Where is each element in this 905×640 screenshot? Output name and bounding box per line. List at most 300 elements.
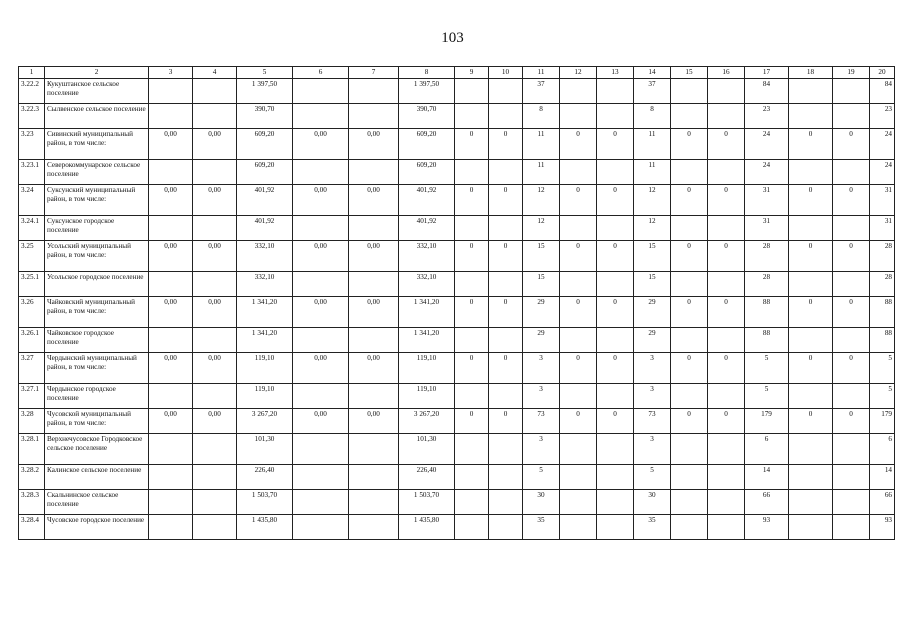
row-code-cell: 3.28.4 xyxy=(19,515,45,540)
value-cell: 1 397,50 xyxy=(399,79,455,104)
value-cell xyxy=(560,515,597,540)
value-cell: 0 xyxy=(708,353,745,384)
value-cell xyxy=(149,490,193,515)
value-cell xyxy=(293,384,349,409)
row-code-cell: 3.24 xyxy=(19,185,45,216)
value-cell xyxy=(671,160,708,185)
value-cell: 37 xyxy=(523,79,560,104)
value-cell xyxy=(489,515,523,540)
value-cell: 0,00 xyxy=(349,353,399,384)
value-cell xyxy=(293,104,349,129)
value-cell xyxy=(489,160,523,185)
row-name-cell: Суксунский муниципальный район, в том числе: xyxy=(45,185,149,216)
column-header: 15 xyxy=(671,67,708,79)
value-cell: 609,20 xyxy=(237,129,293,160)
value-cell: 0 xyxy=(671,241,708,272)
column-header: 4 xyxy=(193,67,237,79)
value-cell xyxy=(149,384,193,409)
value-cell: 332,10 xyxy=(237,241,293,272)
value-cell: 401,92 xyxy=(237,216,293,241)
value-cell xyxy=(293,328,349,353)
value-cell xyxy=(833,434,870,465)
value-cell xyxy=(708,79,745,104)
row-name-cell: Усольское городское поселение xyxy=(45,272,149,297)
column-header: 7 xyxy=(349,67,399,79)
value-cell: 29 xyxy=(634,297,671,328)
value-cell: 12 xyxy=(634,185,671,216)
value-cell: 24 xyxy=(745,129,789,160)
value-cell: 0 xyxy=(455,353,489,384)
value-cell: 3 xyxy=(523,384,560,409)
value-cell: 6 xyxy=(745,434,789,465)
value-cell: 15 xyxy=(634,241,671,272)
value-cell xyxy=(708,160,745,185)
value-cell: 0 xyxy=(489,353,523,384)
value-cell: 84 xyxy=(745,79,789,104)
value-cell: 0,00 xyxy=(149,353,193,384)
value-cell: 8 xyxy=(634,104,671,129)
value-cell: 30 xyxy=(523,490,560,515)
value-cell: 0,00 xyxy=(193,241,237,272)
value-cell: 0 xyxy=(671,297,708,328)
value-cell xyxy=(671,515,708,540)
value-cell xyxy=(671,104,708,129)
value-cell: 332,10 xyxy=(237,272,293,297)
value-cell: 3 xyxy=(523,353,560,384)
value-cell: 1 435,80 xyxy=(237,515,293,540)
value-cell: 0 xyxy=(560,241,597,272)
value-cell xyxy=(455,328,489,353)
value-cell: 0 xyxy=(789,409,833,434)
value-cell: 609,20 xyxy=(399,129,455,160)
table-row xyxy=(19,160,895,185)
value-cell xyxy=(597,216,634,241)
value-cell: 0,00 xyxy=(149,241,193,272)
value-cell: 119,10 xyxy=(399,353,455,384)
value-cell xyxy=(149,465,193,490)
value-cell: 37 xyxy=(634,79,671,104)
value-cell: 119,10 xyxy=(237,384,293,409)
value-cell xyxy=(455,434,489,465)
value-cell xyxy=(708,104,745,129)
value-cell: 0 xyxy=(671,409,708,434)
value-cell xyxy=(560,490,597,515)
row-name-cell: Верхнечусовское Городковское сельское поселение xyxy=(45,434,149,465)
table-row xyxy=(19,79,895,104)
value-cell: 35 xyxy=(634,515,671,540)
value-cell xyxy=(833,490,870,515)
column-header: 1 xyxy=(19,67,45,79)
value-cell: 30 xyxy=(634,490,671,515)
value-cell: 66 xyxy=(745,490,789,515)
value-cell xyxy=(708,216,745,241)
value-cell: 390,70 xyxy=(237,104,293,129)
value-cell: 0 xyxy=(833,297,870,328)
value-cell: 119,10 xyxy=(399,384,455,409)
value-cell: 179 xyxy=(745,409,789,434)
value-cell: 401,92 xyxy=(237,185,293,216)
value-cell xyxy=(560,465,597,490)
value-cell xyxy=(193,490,237,515)
row-name-cell: Сивинский муниципальный район, в том числе: xyxy=(45,129,149,160)
value-cell: 0,00 xyxy=(149,185,193,216)
row-name-cell: Чайковское городское поселение xyxy=(45,328,149,353)
value-cell: 0 xyxy=(455,297,489,328)
value-cell: 93 xyxy=(745,515,789,540)
row-code-cell: 3.26.1 xyxy=(19,328,45,353)
value-cell xyxy=(671,434,708,465)
value-cell: 29 xyxy=(523,328,560,353)
row-code-cell: 3.22.2 xyxy=(19,79,45,104)
value-cell xyxy=(833,515,870,540)
value-cell: 12 xyxy=(523,185,560,216)
value-cell xyxy=(149,216,193,241)
row-code-cell: 3.24.1 xyxy=(19,216,45,241)
column-header: 18 xyxy=(789,67,833,79)
value-cell xyxy=(193,434,237,465)
column-header: 2 xyxy=(45,67,149,79)
value-cell xyxy=(789,515,833,540)
value-cell: 0 xyxy=(671,129,708,160)
value-cell: 88 xyxy=(870,328,895,353)
value-cell: 23 xyxy=(745,104,789,129)
value-cell xyxy=(349,328,399,353)
value-cell: 1 503,70 xyxy=(399,490,455,515)
value-cell xyxy=(597,272,634,297)
value-cell: 0 xyxy=(455,241,489,272)
value-cell xyxy=(149,104,193,129)
value-cell xyxy=(789,490,833,515)
value-cell: 24 xyxy=(745,160,789,185)
value-cell: 0,00 xyxy=(193,129,237,160)
value-cell xyxy=(789,272,833,297)
value-cell xyxy=(293,79,349,104)
column-header: 3 xyxy=(149,67,193,79)
value-cell xyxy=(597,79,634,104)
value-cell xyxy=(833,272,870,297)
value-cell xyxy=(833,465,870,490)
table-row xyxy=(19,384,895,409)
value-cell: 66 xyxy=(870,490,895,515)
row-name-cell: Чайковский муниципальный район, в том числе: xyxy=(45,297,149,328)
value-cell: 31 xyxy=(870,185,895,216)
value-cell xyxy=(489,384,523,409)
value-cell: 0 xyxy=(789,241,833,272)
value-cell: 0 xyxy=(560,353,597,384)
column-header: 5 xyxy=(237,67,293,79)
value-cell: 332,10 xyxy=(399,272,455,297)
value-cell: 0 xyxy=(455,185,489,216)
value-cell xyxy=(671,384,708,409)
value-cell: 0,00 xyxy=(149,409,193,434)
table-row xyxy=(19,185,895,216)
row-code-cell: 3.28.2 xyxy=(19,465,45,490)
value-cell xyxy=(597,515,634,540)
value-cell: 0,00 xyxy=(293,409,349,434)
header-row xyxy=(19,67,895,79)
value-cell: 31 xyxy=(745,216,789,241)
row-name-cell: Сылвенское сельское поселение xyxy=(45,104,149,129)
table-row xyxy=(19,241,895,272)
value-cell xyxy=(349,216,399,241)
value-cell: 1 397,50 xyxy=(237,79,293,104)
value-cell xyxy=(489,272,523,297)
column-header: 9 xyxy=(455,67,489,79)
value-cell xyxy=(708,384,745,409)
value-cell: 0,00 xyxy=(149,297,193,328)
value-cell: 35 xyxy=(523,515,560,540)
value-cell xyxy=(789,104,833,129)
value-cell: 0 xyxy=(789,297,833,328)
table-header xyxy=(19,67,895,79)
value-cell: 401,92 xyxy=(399,216,455,241)
value-cell xyxy=(560,216,597,241)
value-cell xyxy=(671,490,708,515)
value-cell xyxy=(597,384,634,409)
value-cell: 15 xyxy=(523,272,560,297)
row-name-cell: Усольский муниципальный район, в том числе: xyxy=(45,241,149,272)
row-name-cell: Суксунское городское поселение xyxy=(45,216,149,241)
row-code-cell: 3.25.1 xyxy=(19,272,45,297)
value-cell: 12 xyxy=(634,216,671,241)
value-cell xyxy=(789,160,833,185)
value-cell: 609,20 xyxy=(237,160,293,185)
value-cell xyxy=(489,216,523,241)
row-code-cell: 3.28.1 xyxy=(19,434,45,465)
value-cell xyxy=(789,384,833,409)
value-cell xyxy=(833,328,870,353)
value-cell xyxy=(455,384,489,409)
value-cell xyxy=(833,216,870,241)
row-code-cell: 3.27 xyxy=(19,353,45,384)
value-cell xyxy=(193,216,237,241)
value-cell xyxy=(560,434,597,465)
value-cell xyxy=(708,465,745,490)
value-cell: 11 xyxy=(634,129,671,160)
value-cell: 14 xyxy=(745,465,789,490)
column-header: 8 xyxy=(399,67,455,79)
value-cell xyxy=(455,79,489,104)
value-cell: 0,00 xyxy=(149,129,193,160)
value-cell: 0 xyxy=(708,297,745,328)
table-row xyxy=(19,409,895,434)
row-name-cell: Скальнинское сельское поселение xyxy=(45,490,149,515)
value-cell: 29 xyxy=(634,328,671,353)
value-cell xyxy=(597,434,634,465)
value-cell: 609,20 xyxy=(399,160,455,185)
value-cell: 28 xyxy=(870,241,895,272)
value-cell xyxy=(293,490,349,515)
value-cell: 0,00 xyxy=(293,185,349,216)
column-header: 12 xyxy=(560,67,597,79)
value-cell: 226,40 xyxy=(237,465,293,490)
value-cell: 11 xyxy=(634,160,671,185)
column-header: 19 xyxy=(833,67,870,79)
table-row xyxy=(19,272,895,297)
page-number: 103 xyxy=(441,30,464,46)
value-cell xyxy=(149,160,193,185)
value-cell: 3 267,20 xyxy=(399,409,455,434)
value-cell: 0 xyxy=(833,241,870,272)
value-cell: 0 xyxy=(455,409,489,434)
value-cell: 0 xyxy=(789,185,833,216)
value-cell: 0 xyxy=(708,241,745,272)
value-cell: 390,70 xyxy=(399,104,455,129)
value-cell: 1 341,20 xyxy=(399,328,455,353)
row-name-cell: Кукуштанское сельское поселение xyxy=(45,79,149,104)
value-cell: 0 xyxy=(833,409,870,434)
value-cell: 1 435,80 xyxy=(399,515,455,540)
value-cell: 0 xyxy=(597,409,634,434)
value-cell xyxy=(193,160,237,185)
value-cell xyxy=(833,79,870,104)
column-header: 6 xyxy=(293,67,349,79)
value-cell: 84 xyxy=(870,79,895,104)
data-table xyxy=(18,66,895,540)
row-name-cell: Чусовской муниципальный район, в том числе: xyxy=(45,409,149,434)
row-code-cell: 3.28 xyxy=(19,409,45,434)
value-cell: 1 341,20 xyxy=(237,328,293,353)
value-cell xyxy=(193,272,237,297)
value-cell xyxy=(455,160,489,185)
value-cell: 0 xyxy=(789,353,833,384)
value-cell xyxy=(349,490,399,515)
value-cell xyxy=(708,328,745,353)
value-cell: 1 503,70 xyxy=(237,490,293,515)
value-cell xyxy=(455,465,489,490)
value-cell xyxy=(489,79,523,104)
row-code-cell: 3.22.3 xyxy=(19,104,45,129)
value-cell: 24 xyxy=(870,129,895,160)
value-cell xyxy=(789,434,833,465)
value-cell: 0 xyxy=(560,129,597,160)
value-cell xyxy=(349,515,399,540)
value-cell xyxy=(560,328,597,353)
value-cell xyxy=(455,515,489,540)
value-cell: 0 xyxy=(597,297,634,328)
value-cell: 0 xyxy=(833,185,870,216)
value-cell xyxy=(833,384,870,409)
column-header: 11 xyxy=(523,67,560,79)
value-cell: 29 xyxy=(523,297,560,328)
value-cell: 0 xyxy=(597,241,634,272)
value-cell: 0,00 xyxy=(193,353,237,384)
value-cell: 0 xyxy=(708,185,745,216)
value-cell: 3 xyxy=(523,434,560,465)
value-cell: 1 341,20 xyxy=(237,297,293,328)
value-cell: 0 xyxy=(560,297,597,328)
value-cell: 0,00 xyxy=(193,185,237,216)
value-cell xyxy=(597,328,634,353)
column-header: 13 xyxy=(597,67,634,79)
value-cell: 88 xyxy=(870,297,895,328)
value-cell: 5 xyxy=(745,384,789,409)
value-cell: 3 xyxy=(634,384,671,409)
value-cell xyxy=(671,328,708,353)
value-cell xyxy=(671,79,708,104)
value-cell xyxy=(149,328,193,353)
value-cell xyxy=(149,79,193,104)
value-cell xyxy=(560,104,597,129)
value-cell: 179 xyxy=(870,409,895,434)
value-cell: 332,10 xyxy=(399,241,455,272)
value-cell xyxy=(708,490,745,515)
table-body xyxy=(19,79,895,540)
table-row xyxy=(19,490,895,515)
row-code-cell: 3.28.3 xyxy=(19,490,45,515)
value-cell xyxy=(708,272,745,297)
value-cell: 23 xyxy=(870,104,895,129)
table-row xyxy=(19,216,895,241)
value-cell: 0 xyxy=(489,185,523,216)
value-cell: 14 xyxy=(870,465,895,490)
value-cell xyxy=(671,272,708,297)
value-cell xyxy=(671,216,708,241)
table-row xyxy=(19,297,895,328)
value-cell xyxy=(789,79,833,104)
value-cell xyxy=(833,160,870,185)
value-cell xyxy=(349,160,399,185)
value-cell xyxy=(708,434,745,465)
table-row xyxy=(19,129,895,160)
value-cell xyxy=(149,515,193,540)
value-cell: 0 xyxy=(489,297,523,328)
value-cell xyxy=(455,104,489,129)
value-cell: 119,10 xyxy=(237,353,293,384)
value-cell xyxy=(293,160,349,185)
value-cell: 15 xyxy=(523,241,560,272)
value-cell: 31 xyxy=(745,185,789,216)
value-cell xyxy=(597,490,634,515)
value-cell: 0 xyxy=(489,241,523,272)
row-code-cell: 3.26 xyxy=(19,297,45,328)
value-cell xyxy=(193,104,237,129)
value-cell xyxy=(560,272,597,297)
value-cell: 0,00 xyxy=(349,297,399,328)
value-cell: 0 xyxy=(708,129,745,160)
column-header: 17 xyxy=(745,67,789,79)
value-cell: 0 xyxy=(708,409,745,434)
value-cell xyxy=(789,465,833,490)
value-cell xyxy=(349,79,399,104)
value-cell: 0,00 xyxy=(293,297,349,328)
value-cell: 28 xyxy=(745,241,789,272)
value-cell xyxy=(560,384,597,409)
row-name-cell: Калинское сельское поселение xyxy=(45,465,149,490)
value-cell: 0 xyxy=(597,129,634,160)
column-header: 16 xyxy=(708,67,745,79)
value-cell xyxy=(349,434,399,465)
row-code-cell: 3.23.1 xyxy=(19,160,45,185)
value-cell: 0 xyxy=(489,129,523,160)
value-cell xyxy=(193,384,237,409)
value-cell xyxy=(489,465,523,490)
value-cell: 28 xyxy=(745,272,789,297)
value-cell xyxy=(193,79,237,104)
value-cell: 3 xyxy=(634,353,671,384)
value-cell: 0 xyxy=(671,353,708,384)
table-row xyxy=(19,104,895,129)
value-cell: 5 xyxy=(870,353,895,384)
value-cell: 1 341,20 xyxy=(399,297,455,328)
value-cell xyxy=(193,328,237,353)
value-cell: 0,00 xyxy=(293,129,349,160)
value-cell: 8 xyxy=(523,104,560,129)
value-cell: 3 xyxy=(634,434,671,465)
value-cell xyxy=(293,465,349,490)
value-cell: 11 xyxy=(523,129,560,160)
row-name-cell: Северокоммунарское сельское поселение xyxy=(45,160,149,185)
